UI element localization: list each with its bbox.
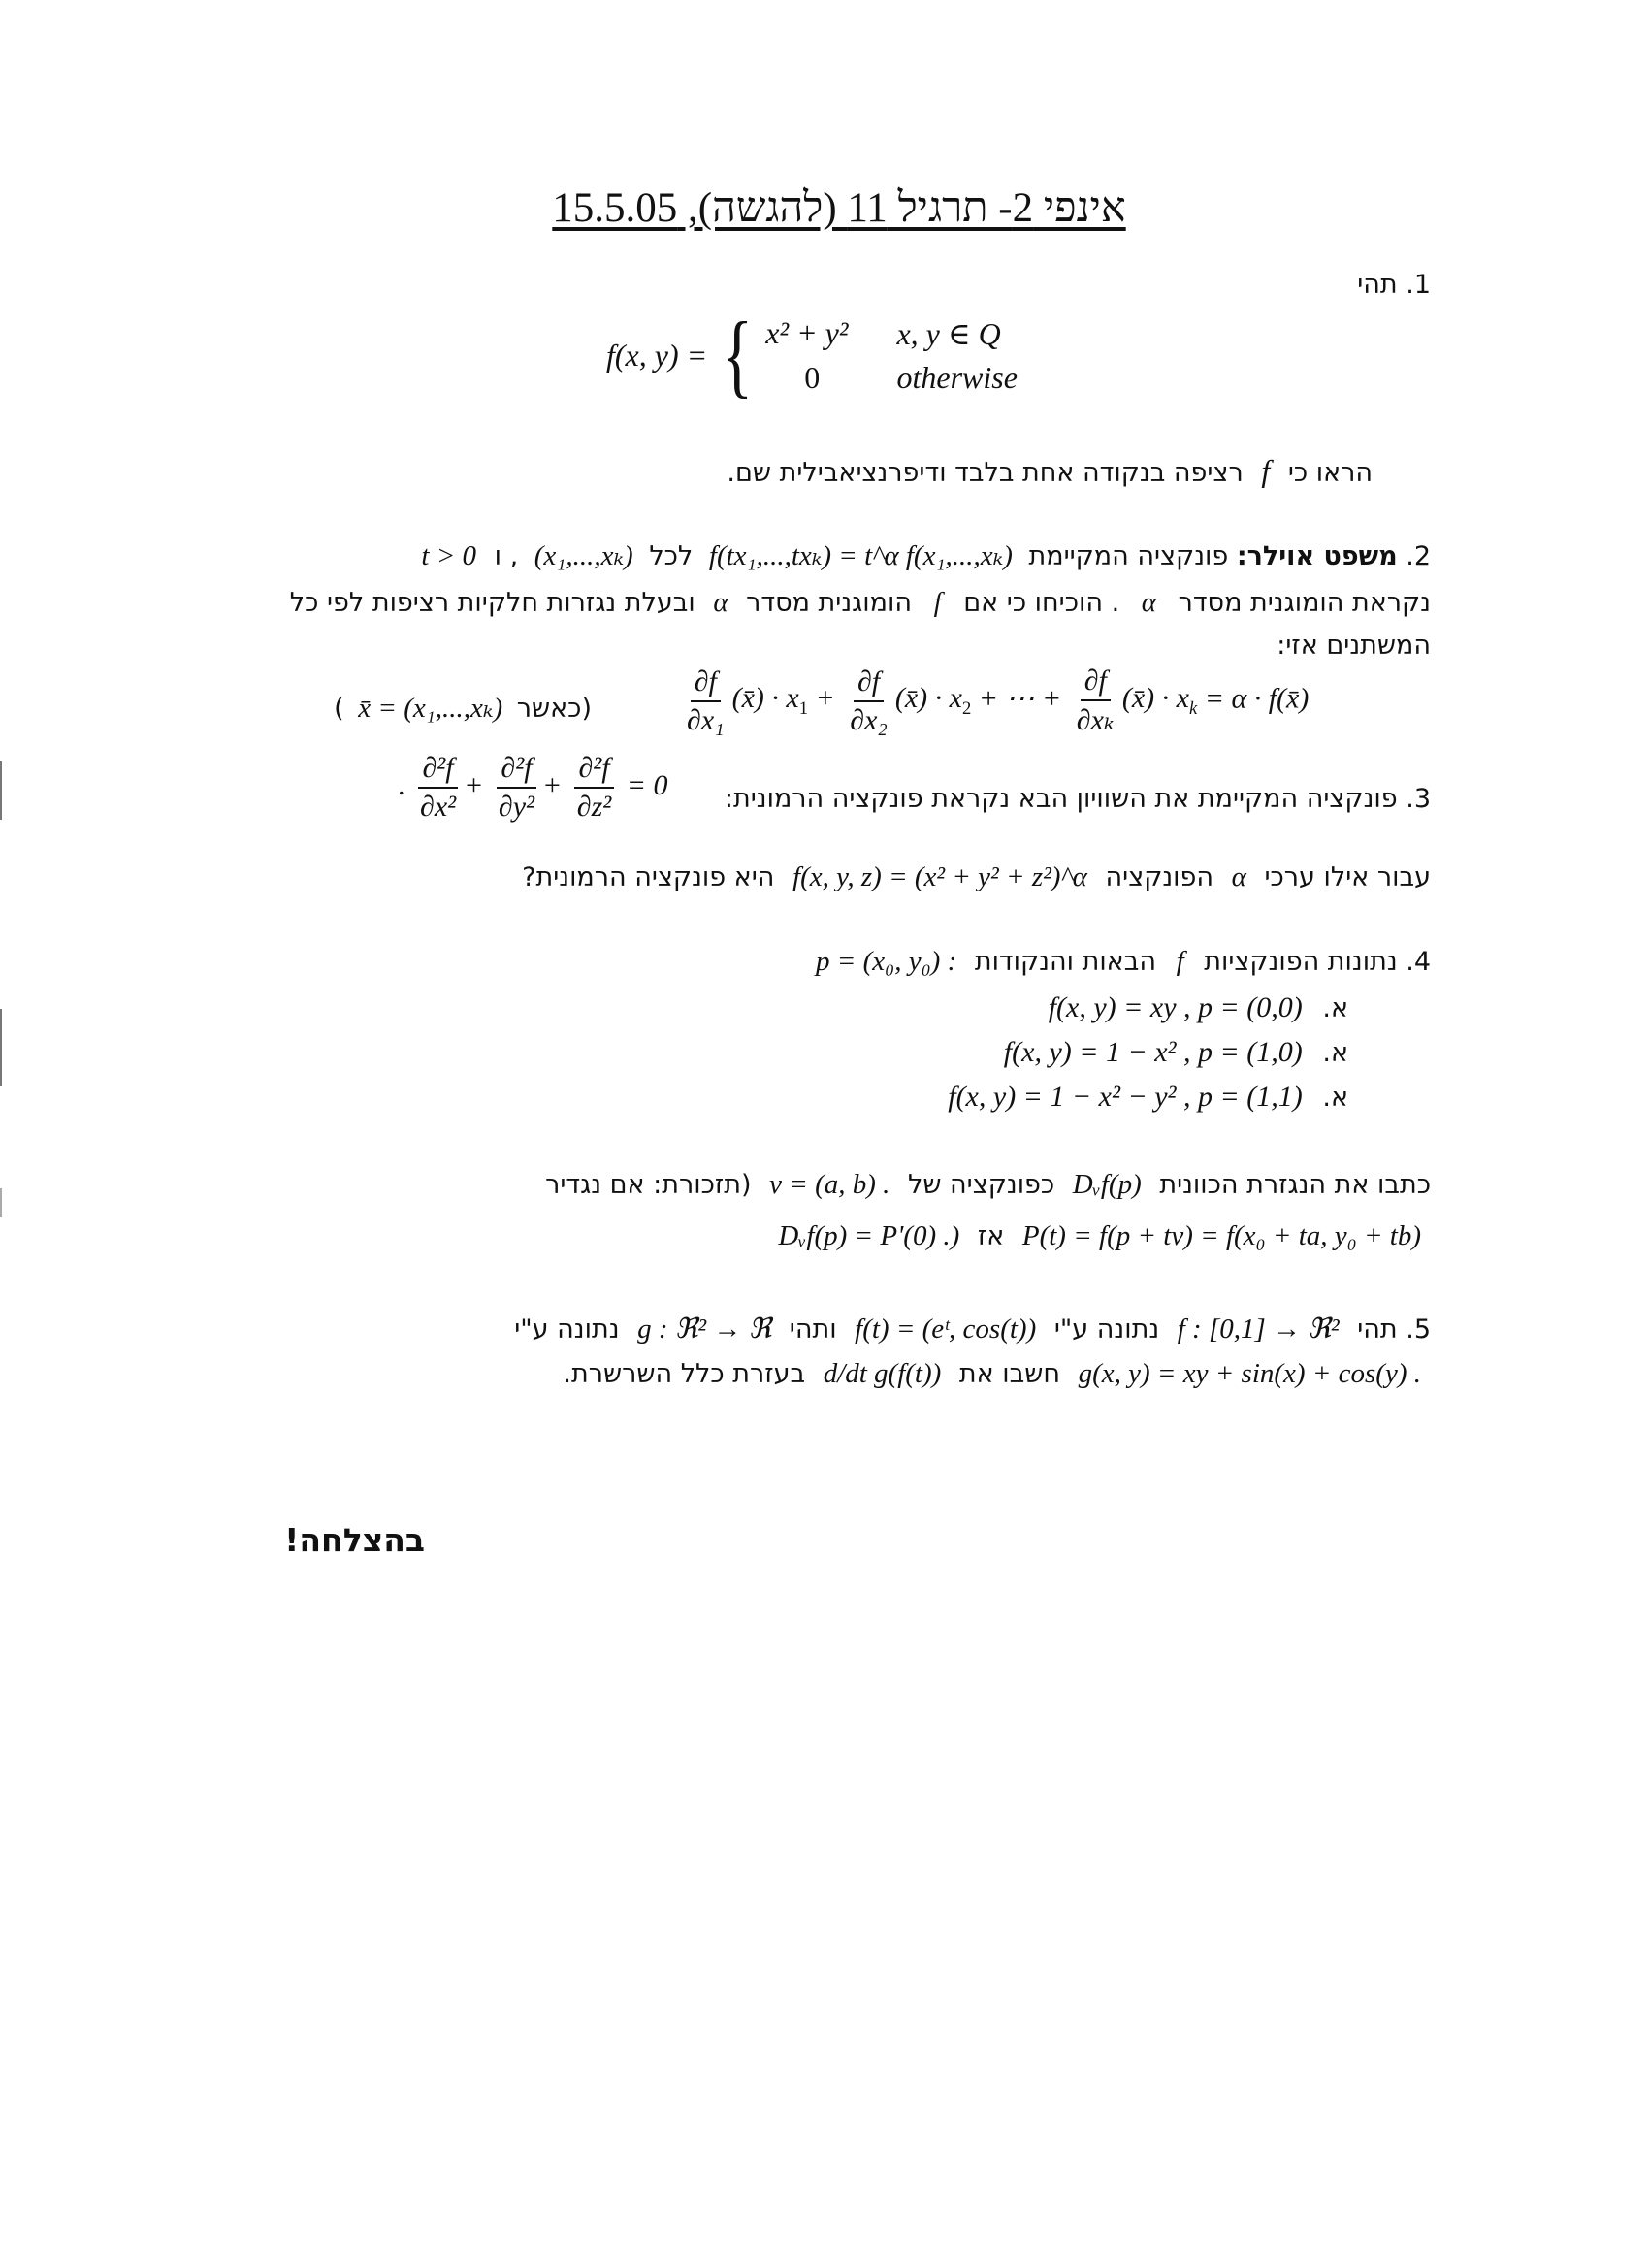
q5-number: 5. (1406, 1314, 1431, 1345)
partial-num: ∂f (1081, 664, 1111, 701)
q2-line1-text-b: לכל (649, 541, 694, 571)
q4-item-label: א. (1322, 1083, 1348, 1113)
q2-vector: (x₁,...,xₖ) (534, 540, 633, 571)
q4-item-2 (1004, 1036, 1348, 1069)
laplace-den: ∂x² (420, 791, 457, 823)
q2-line2-text-c: הומוגנית מסדר (746, 588, 912, 618)
q2-homogeneity-equation: f(tx₁,...,txₖ) = t^α f(x₁,...,xₖ) (708, 540, 1013, 571)
q2-where-vector: x̄ = (x₁,...,xₖ) (358, 693, 503, 724)
q2-line1-text-a: פונקציה המקיימת (1028, 541, 1229, 571)
q5-given-1: נתונה ע"י (1053, 1314, 1160, 1345)
q1-function-name: f(x, y) = (606, 337, 708, 373)
q2-rhs: = α · f(x̄) (1204, 682, 1310, 715)
scan-artifact (0, 1188, 2, 1217)
q4-item-expression: f(x, y) = 1 − x² , p = (1,0) (1003, 1036, 1303, 1068)
q2-alpha-2: α (713, 587, 728, 618)
partial-den: ∂x₁ (687, 703, 725, 736)
q5-derivative: d/dt g(f(t)) (823, 1358, 942, 1389)
q3-function: f(x, y, z) = (x² + y² + z²)^α (792, 861, 1087, 892)
q5-chain-rule: בעזרת כלל השרשרת. (563, 1359, 806, 1389)
q2-line3: המשתנים אזי: (1277, 631, 1431, 661)
partial-num: ∂f (691, 665, 721, 702)
q5-map-g: g : ℜ² → ℜ (637, 1313, 772, 1345)
q4-item-1 (1049, 991, 1348, 1024)
q1-case2-expression: 0 (804, 359, 821, 395)
q1-intro (1357, 270, 1431, 300)
laplace-den: ∂z² (576, 791, 612, 823)
page-title: אינפי 2- תרגיל 11 (להגשה), 15.5.05 (552, 185, 1126, 231)
q5-given-2: נתונה ע"י (514, 1314, 620, 1345)
q4-line2 (545, 1169, 1431, 1201)
q2-where-close: ) (334, 694, 344, 724)
q2-alpha: α (1141, 587, 1156, 618)
left-brace-icon: { (722, 303, 754, 406)
q3-d2z (573, 752, 616, 824)
q5-line2 (563, 1358, 1431, 1390)
scan-artifact (0, 1009, 2, 1086)
q4-line1 (806, 946, 1431, 978)
q3-line2-text-c: היא פונקציה הרמונית? (522, 862, 775, 892)
q2-where-clause (334, 691, 592, 725)
q1-intro-text: תהי (1357, 270, 1398, 300)
q1-prompt (727, 453, 1373, 489)
q4-item-label: א. (1322, 1038, 1348, 1068)
partial-den: ∂xₖ (1076, 704, 1115, 736)
q3-number: 3. (1406, 784, 1431, 814)
q4-derivative-identity: Dᵥf(p) = P'(0) .) (778, 1220, 960, 1251)
q2-partial-xk (1073, 664, 1118, 737)
q4-line3 (768, 1220, 1431, 1252)
q1-prompt-f: f (1261, 453, 1271, 488)
laplace-num: ∂²f (497, 752, 535, 789)
q4-line2-text-a: כתבו את הנגזרת הכוונית (1159, 1170, 1431, 1200)
q3-laplace-equation: . $\frac{\text{∂²f}}{\text{∂x²}}$ + $\frac{\text{∂²f}}{\text{∂y²}}$ + $\frac{\text{∂²f}}{\text{∂z²}}$ = 0 (398, 752, 668, 823)
q1-case1-expression: x² + y² (765, 314, 849, 350)
q4-item-3 (948, 1081, 1348, 1114)
q5-map-f: f : [0,1] → ℜ² (1177, 1313, 1340, 1345)
q2-line2 (290, 587, 1431, 619)
q3-rhs: = 0 (626, 768, 668, 801)
q1-prompt-start: הראו כי (1287, 458, 1373, 488)
laplace-den: ∂y² (498, 791, 535, 823)
q2-t-condition: t > 0 (421, 540, 477, 571)
q1-prompt-end: רציפה בנקודה אחת בלבד ודיפרנציאבילית שם. (727, 458, 1244, 488)
q4-item-label: א. (1322, 993, 1348, 1023)
q4-point: p = (x₀, y₀) : (816, 946, 957, 977)
partial-den: ∂x₂ (850, 703, 888, 736)
q4-line3-text-a: אז (977, 1221, 1005, 1251)
q1-number: 1. (1406, 270, 1431, 300)
q4-line1-text-a: נתונות הפונקציות (1204, 947, 1398, 977)
partial-num: ∂f (854, 665, 884, 702)
q2-line1 (421, 538, 1431, 572)
laplace-num: ∂²f (574, 752, 613, 789)
q2-line2-text-d: ובעלת נגזרות חלקיות רציפות לפי כל (289, 588, 695, 618)
q2-label: משפט אוילר: (1236, 541, 1398, 571)
q5-and: ותהי (789, 1314, 837, 1345)
q4-vector-v: v = (a, b) . (769, 1169, 890, 1200)
q3-d2y (495, 752, 538, 824)
q4-f: f (1176, 946, 1184, 977)
q5-g-of-xy: g(x, y) = xy + sin(x) + cos(y) . (1078, 1358, 1421, 1389)
q3-alpha: α (1231, 861, 1246, 892)
good-luck: בהצלחה! (284, 1521, 425, 1559)
q3-d2x (416, 752, 460, 824)
q1-case1-condition: x, y ∈ Q (896, 315, 1001, 351)
q1-cases (765, 315, 1018, 396)
laplace-num: ∂²f (418, 752, 457, 789)
q5-f-of-t: f(t) = (eᵗ, cos(t)) (855, 1313, 1037, 1345)
q4-item-expression: f(x, y) = xy , p = (0,0) (1048, 991, 1303, 1023)
q4-directional-derivative: Dᵥf(p) (1072, 1169, 1142, 1200)
q2-number: 2. (1406, 541, 1431, 571)
q2-line1-text-c: , ו (494, 541, 519, 571)
q4-line2-text-b: כפונקציה של (907, 1170, 1055, 1200)
q2-line2-text-b: . הוכיחו כי אם (963, 588, 1120, 618)
q4-p-of-t: P(t) = f(p + tv) = f(x₀ + ta, y₀ + tb) (1021, 1220, 1421, 1251)
q4-line2-text-c: (תזכורת: אם נגדיר (545, 1170, 752, 1200)
q5-line1 (514, 1312, 1431, 1345)
q3-line2-text-a: עבור אילו ערכי (1264, 862, 1431, 892)
q2-where-open: (כאשר (516, 694, 592, 724)
q2-line2-text-a: נקראת הומוגנית מסדר (1178, 588, 1431, 618)
q1-piecewise-definition (606, 303, 1018, 406)
scan-artifact (0, 761, 2, 820)
q1-case2-condition: otherwise (896, 359, 1018, 395)
q3-line1-text: פונקציה המקיימת את השוויון הבא נקראת פונקציה הרמונית: (724, 784, 1398, 814)
q4-line1-text-b: הבאות והנקודות (974, 947, 1156, 977)
q2-euler-identity: $\frac{\partial f}{\text{∂x₁}}$ (x̄) · $x_1$ + $\frac{\partial f}{\text{∂x₂}}$ (x̄) · $x_2$ + ⋯ + $\frac{\partial f}{\text{∂xₖ}}$ (x̄) · $x_k = \alpha$ · f(x̄) (679, 664, 1309, 737)
q5-intro: תהי (1357, 1314, 1398, 1345)
q3-line1 (725, 784, 1431, 814)
q3-line2-text-b: הפונקציה (1105, 862, 1214, 892)
q2-f: f (933, 587, 942, 618)
q2-dots: + ⋯ + (978, 682, 1062, 715)
q2-partial-x2 (846, 665, 891, 737)
q4-number: 4. (1406, 947, 1431, 977)
q2-partial-x1 (683, 665, 728, 737)
q3-line2 (522, 861, 1431, 893)
q4-item-expression: f(x, y) = 1 − x² − y² , p = (1,1) (948, 1081, 1303, 1113)
q5-compute: חשבו את (958, 1359, 1061, 1389)
